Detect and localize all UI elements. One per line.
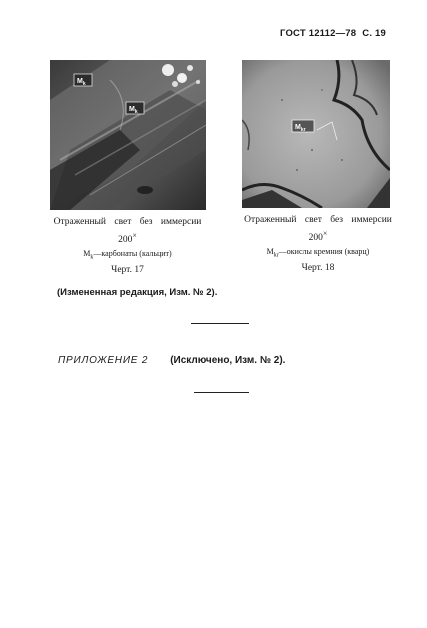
figure-18-caption: Черт. 18 — [301, 263, 335, 274]
figure-17 — [40, 60, 215, 277]
figure-17-caption: Черт. 17 — [111, 265, 144, 276]
micrograph-17 — [50, 60, 206, 210]
micrograph-17-image — [50, 60, 206, 210]
separator-rule — [191, 323, 249, 324]
figure-18-description: $M_{kr}—окислы$ кремния (кварц) — [266, 246, 370, 259]
figure-18-light: Отраженный свет без иммерсии — [244, 215, 392, 225]
photo-label-mkr: $M_{kr}$ — [295, 124, 306, 133]
appendix-line — [58, 355, 285, 366]
appendix-title: ПРИЛОЖЕНИЕ 2 — [58, 355, 149, 366]
figure-17-light: Отраженный свет без иммерсии — [53, 217, 202, 227]
appendix-note: (Исключено, Изм. № 2). — [170, 355, 286, 366]
figure-17-description: $M_k—карбонаты$ (кальцит) — [83, 248, 172, 261]
figure-17-magnification: 200× — [118, 230, 137, 245]
figure-18-magnification: 200× — [308, 228, 328, 243]
edit-note: (Измененная редакция, Изм. № 2). — [57, 287, 218, 298]
micrograph-18 — [242, 60, 390, 208]
figure-18 — [238, 60, 398, 275]
separator-rule — [194, 392, 249, 393]
photo-label-mk-2: $M_k$ — [128, 106, 138, 115]
photo-label-mk-1: $M_k$ — [76, 78, 86, 87]
page-header — [274, 28, 386, 39]
standard-number: ГОСТ 12112—78 — [280, 28, 357, 39]
micrograph-18-image — [242, 60, 390, 208]
page-number: С. 19 — [362, 28, 386, 39]
